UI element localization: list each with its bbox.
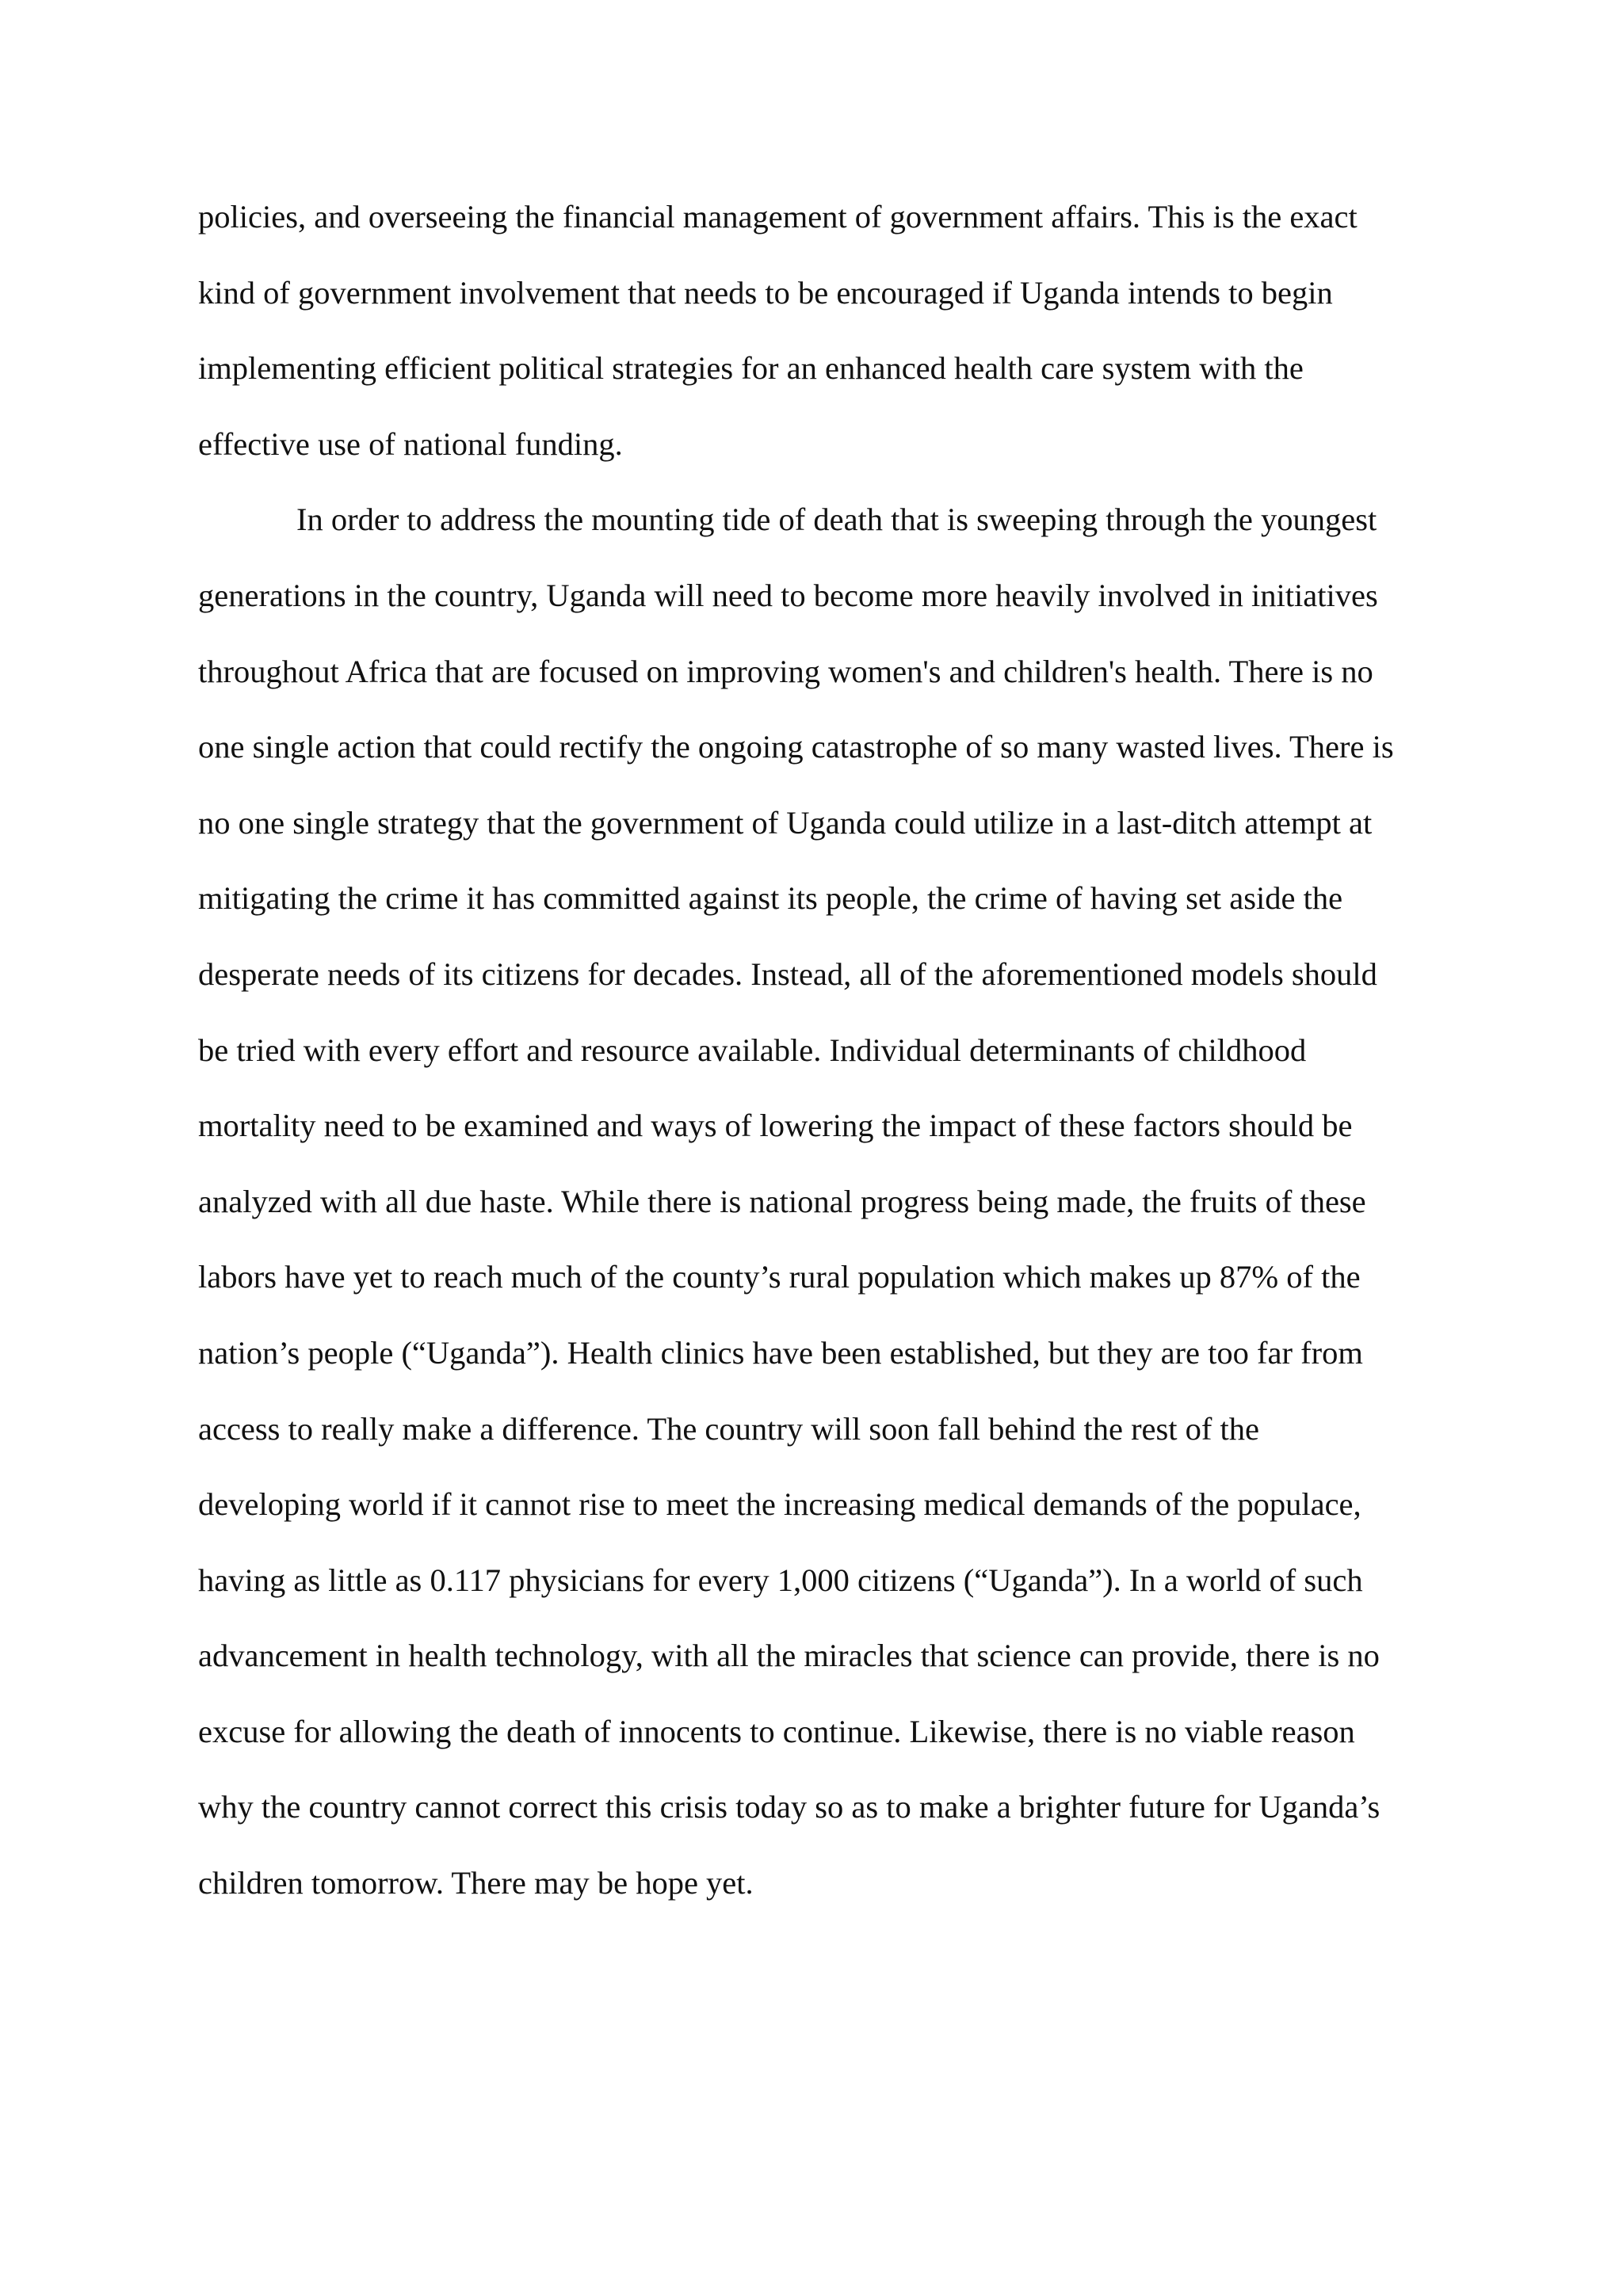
text-line: analyzed with all due haste. While there is national progress being made, the fruits of these xyxy=(198,1183,1366,1219)
text-line: throughout Africa that are focused on improving women's and children's health. There is no xyxy=(198,653,1373,689)
text-line: kind of government involvement that needs to be encouraged if Uganda intends to begin xyxy=(198,274,1333,311)
text-line: no one single strategy that the government of Uganda could utilize in a last-ditch attempt at xyxy=(198,804,1373,841)
paragraph-first-line: In order to address the mounting tide of death that is sweeping through the youngest xyxy=(296,502,1377,538)
text-line: excuse for allowing the death of innocents to continue. Likewise, there is no viable reason xyxy=(198,1713,1355,1749)
text-line: generations in the country, Uganda will need to become more heavily involved in initiatives xyxy=(198,577,1378,613)
text-line: why the country cannot correct this crisis today so as to make a brighter future for Uganda’s xyxy=(198,1789,1381,1825)
text-line: advancement in health technology, with all the miracles that science can provide, there is no xyxy=(198,1638,1380,1674)
text-line: desperate needs of its citizens for decades. Instead, all of the aforementioned models should xyxy=(198,955,1377,992)
text-line: access to really make a difference. The country will soon fall behind the rest of the xyxy=(198,1410,1260,1447)
text-line: mitigating the crime it has committed against its people, the crime of having set aside the xyxy=(198,880,1343,917)
text-line: mortality need to be examined and ways of lowering the impact of these factors should be xyxy=(198,1108,1353,1144)
text-line: one single action that could rectify the ongoing catastrophe of so many wasted lives. There is xyxy=(198,729,1394,765)
text-line: children tomorrow. There may be hope yet. xyxy=(198,1865,754,1901)
body-text xyxy=(198,193,1466,1936)
text-line: labors have yet to reach much of the county’s rural population which makes up 87% of the xyxy=(198,1259,1361,1295)
text-line: effective use of national funding. xyxy=(198,425,623,462)
text-line: implementing efficient political strategies for an enhanced health care system with the xyxy=(198,350,1304,387)
text-line: policies, and overseeing the financial management of government affairs. This is the exact xyxy=(198,199,1358,235)
text-line: developing world if it cannot rise to meet the increasing medical demands of the populace, xyxy=(198,1486,1361,1523)
text-line: having as little as 0.117 physicians for every 1,000 citizens (“Uganda”). In a world of such xyxy=(198,1562,1363,1598)
text-line: be tried with every effort and resource available. Individual determinants of childhood xyxy=(198,1032,1307,1068)
text-line: nation’s people (“Uganda”). Health clinics have been established, but they are too far from xyxy=(198,1334,1363,1371)
